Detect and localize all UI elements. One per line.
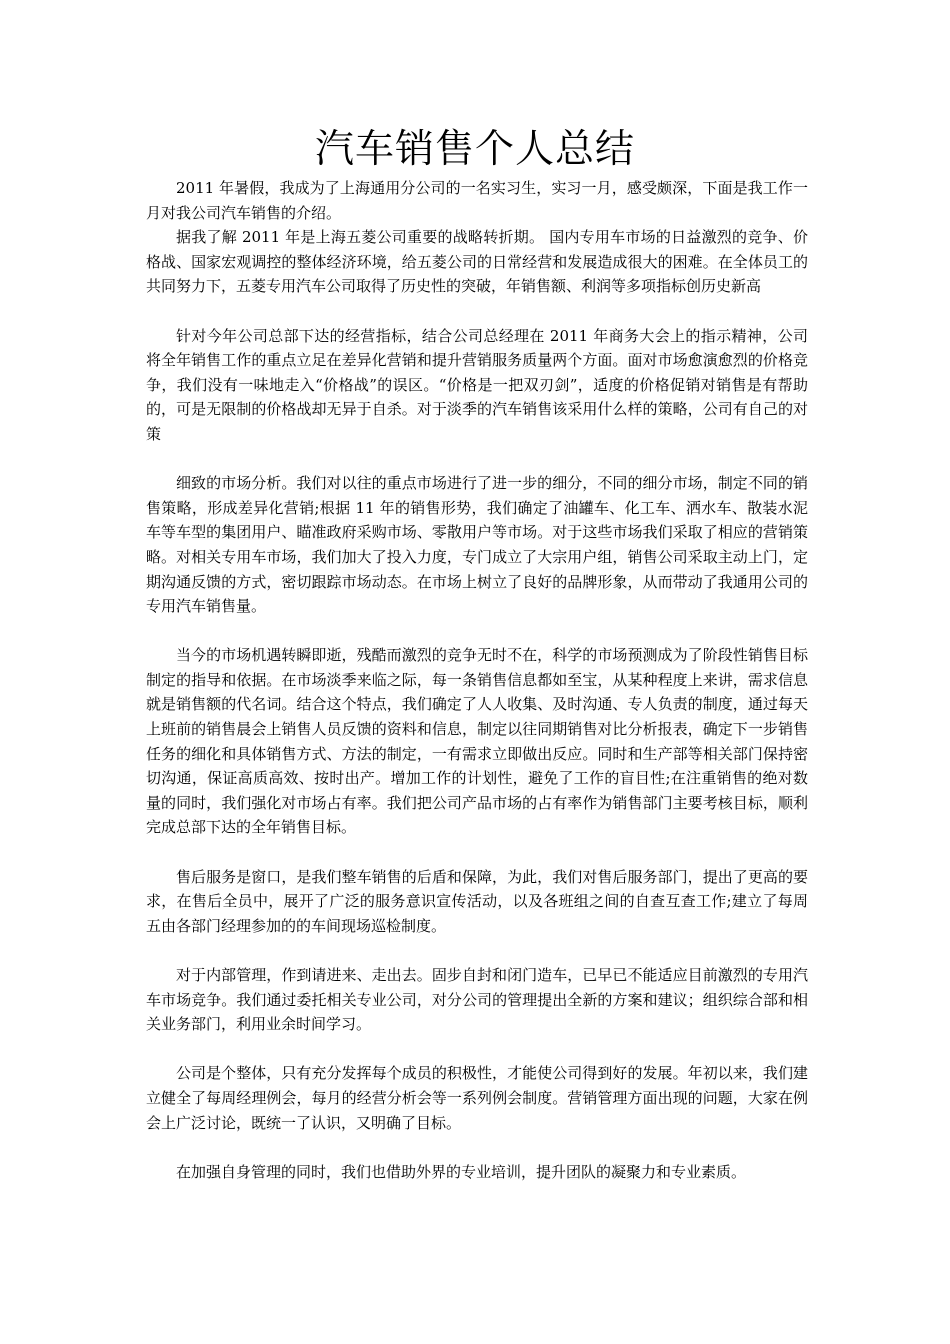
paragraph-spacer bbox=[146, 938, 808, 963]
document-title: 汽车销售个人总结 bbox=[314, 127, 635, 172]
paragraph-spacer bbox=[146, 1135, 808, 1160]
paragraph-after-sales: 售后服务是窗口，是我们整车销售的后盾和保障，为此，我们对售后服务部门，提出了更高的要求，在售后全员中，展开了广泛的服务意识宣传活动，以及各班组之间的自查互查工作;建立了每周五由各部门经理参加的的车间现场巡检制度。 bbox=[146, 867, 808, 935]
paragraph-intro: 2011 年暑假，我成为了上海通用分公司的一名实习生，实习一月，感受颇深，下面是我工作一月对我公司汽车销售的介绍。 bbox=[146, 179, 808, 222]
paragraph-market-analysis: 细致的市场分析。我们对以往的重点市场进行了进一步的细分，不同的细分市场，制定不同的销售策略，形成差异化营销;根据 11 年的销售形势，我们确定了油罐车、化工车、洒水车、散装水泥车等车型的集团用户、瞄准政府采购市场、零散用户等市场。对于这些市场我们采取了相应的营销策略。对相关专用车市场，我们加大了投入力度，专门成立了大宗用户组，销售公司采取主动上门，定期沟通反馈的方式，密切跟踪市场动态。在市场上树立了良好的品牌形象，从而带动了我通用公司的专用汽车销售量。 bbox=[146, 474, 808, 616]
paragraph-internal-management: 对于内部管理，作到请进来、走出去。固步自封和闭门造车，已早已不能适应目前激烈的专用汽车市场竞争。我们通过委托相关专业公司，对分公司的管理提出全新的方案和建议；组织综合部和相关业务部门，利用业余时间学习。 bbox=[146, 966, 808, 1034]
paragraph-strategy: 针对今年公司总部下达的经营指标，结合公司总经理在 2011 年商务大会上的指示精神，公司将全年销售工作的重点立足在差异化营销和提升营销服务质量两个方面。面对市场愈演愈烈的价格竞争，我们没有一味地走入“价格战”的误区。“价格是一把双刃剑”，适度的价格促销对销售是有帮助的，可是无限制的价格战却无异于自杀。对于淡季的汽车销售该采用什么样的策略，公司有自己的对策 bbox=[146, 326, 808, 443]
paragraph-spacer bbox=[146, 619, 808, 644]
document-body bbox=[146, 176, 808, 1184]
paragraph-teamwork: 公司是个整体，只有充分发挥每个成员的积极性，才能使公司得到好的发展。年初以来，我们建立健全了每周经理例会，每月的经营分析会等一系列例会制度。营销管理方面出现的问题，大家在例会上广泛讨论，既统一了认识，又明确了目标。 bbox=[146, 1064, 808, 1132]
paragraph-spacer bbox=[146, 447, 808, 472]
paragraph-training: 在加强自身管理的同时，我们也借助外界的专业培训，提升团队的凝聚力和专业素质。 bbox=[176, 1162, 747, 1181]
paragraph-market-forecast: 当今的市场机遇转瞬即逝，残酷而激烈的竞争无时不在，科学的市场预测成为了阶段性销售目标制定的指导和依据。在市场淡季来临之际，每一条销售信息都如至宝，从某种程度上来讲，需求信息就是销售额的代名词。结合这个特点，我们确定了人人收集、及时沟通、专人负责的制度，通过每天上班前的销售晨会上销售人员反馈的资料和信息，制定以往同期销售对比分析报表，确定下一步销售任务的细化和具体销售方式、方法的制定，一有需求立即做出反应。同时和生产部等相关部门保持密切沟通，保证高质高效、按时出产。增加工作的计划性，避免了工作的盲目性;在注重销售的绝对数量的同时，我们强化对市场占有率。我们把公司产品市场的占有率作为销售部门主要考核目标，顺利完成总部下达的全年销售目标。 bbox=[146, 646, 808, 837]
paragraph-spacer bbox=[146, 1037, 808, 1062]
paragraph-spacer bbox=[146, 840, 808, 865]
paragraph-spacer bbox=[146, 299, 808, 324]
paragraph-background: 据我了解 2011 年是上海五菱公司重要的战略转折期。 国内专用车市场的日益激烈的竞争、价格战、国家宏观调控的整体经济环境，给五菱公司的日常经营和发展造成很大的困难。在全体员工的共同努力下，五菱专用汽车公司取得了历史性的突破，年销售额、利润等多项指标创历史新高 bbox=[146, 228, 808, 296]
